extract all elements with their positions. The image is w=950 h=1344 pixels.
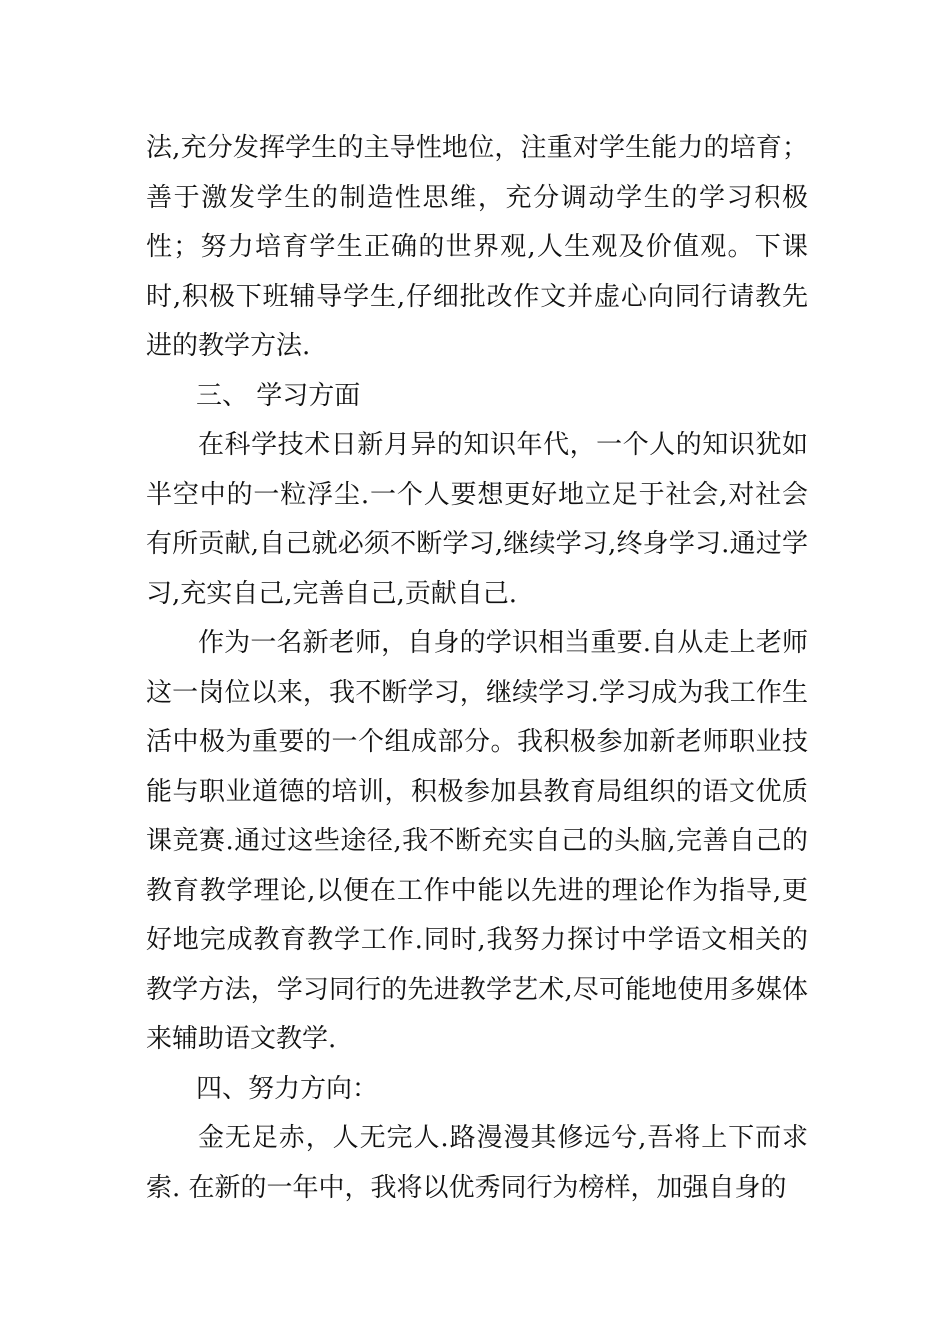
document-body	[146, 124, 808, 1213]
paragraph-new-teacher: 作为一名新老师，自身的学识相当重要.自从走上老师这一岗位以来，我不断学习，继续学习.学习成为我工作生活中极为重要的一个组成部分。我积极参加新老师职业技能与职业道德的培训，积极参加县教育局组织的语文优质课竞赛.通过这些途径,我不断充实自己的头脑,完善自己的教育教学理论,以便在工作中能以先进的理论作为指导,更好地完成教育教学工作.同时,我努力探讨中学语文相关的教学方法，学习同行的先进教学艺术,尽可能地使用多媒体来辅助语文教学.	[146, 628, 808, 1054]
paragraph-continuation: 法,充分发挥学生的主导性地位，注重对学生能力的培育；善于激发学生的制造性思维，充分调动学生的学习积极性；努力培育学生正确的世界观,人生观及价值观。下课时,积极下班辅导学生,仔细批改作文并虚心向同行请教先进的教学方法.	[146, 133, 808, 361]
section-heading-direction: 四、努力方向：	[196, 1073, 379, 1104]
paragraph-knowledge-era: 在科学技术日新月异的知识年代，一个人的知识犹如半空中的一粒浮尘.一个人要想更好地立足于社会,对社会有所贡献,自己就必须不断学习,继续学习,终身学习.通过学习,充实自己,完善自己,贡献自己.	[146, 430, 808, 609]
paragraph-self-improvement: 金无足赤，人无完人.路漫漫其修远兮,吾将上下而求索. 在新的一年中，我将以优秀同行为榜样，加强自身的	[146, 1123, 808, 1203]
section-heading-study: 三、 学习方面	[196, 380, 361, 411]
